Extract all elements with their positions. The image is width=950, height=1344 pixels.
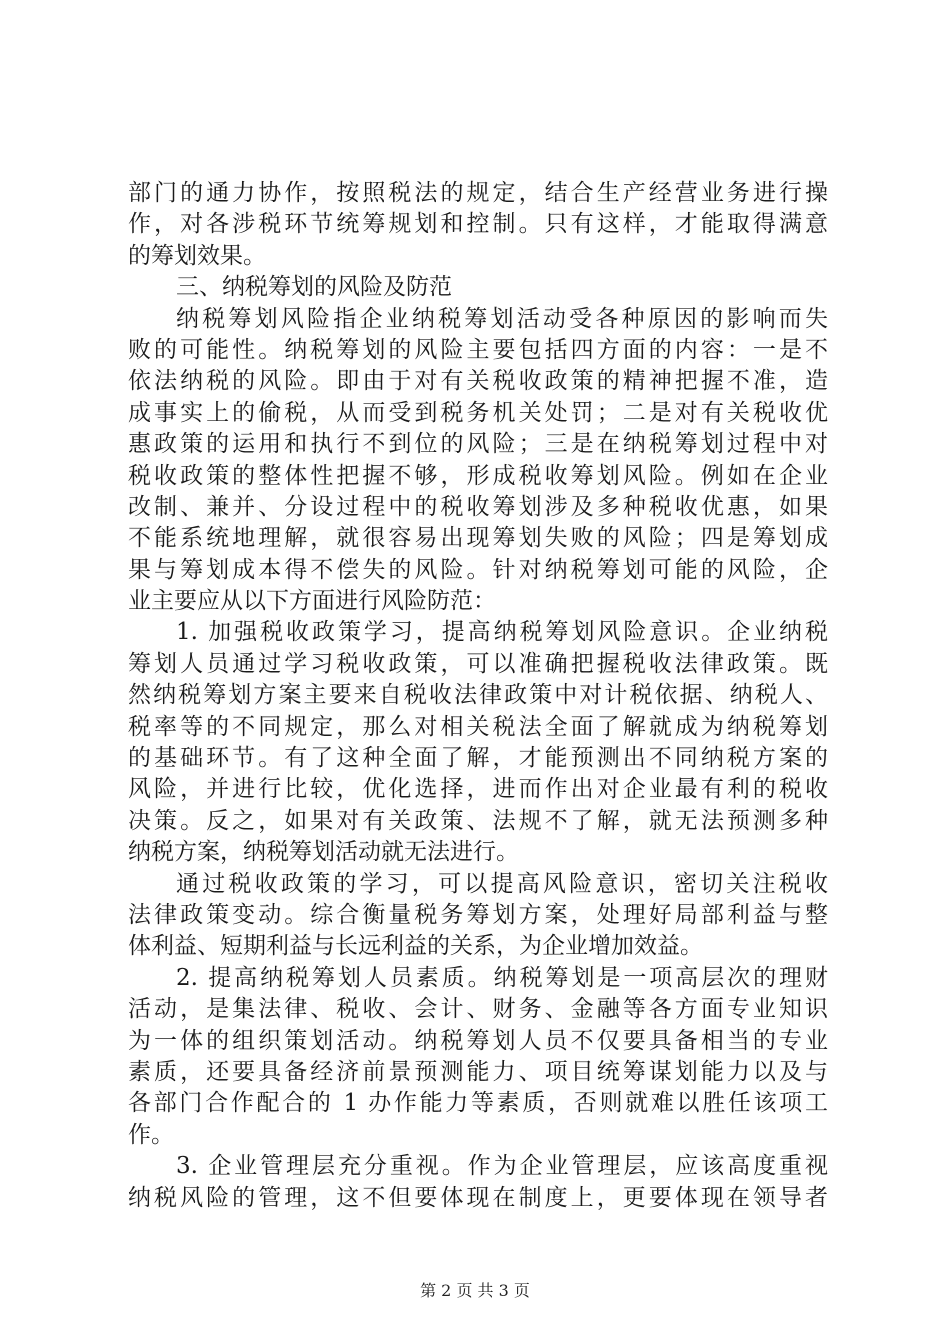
text-line: 业主要应从以下方面进行风险防范： <box>128 588 496 615</box>
text-line: 风险，并进行比较，优化选择，进而作出对企业最有利的税收 <box>128 776 828 803</box>
page-number-footer: 第 2 页 共 3 页 <box>420 1281 530 1300</box>
text-line: 活动，是集法律、税收、会计、财务、金融等各方面专业知识 <box>128 996 828 1023</box>
text-line: 为一体的组织策划活动。纳税筹划人员不仅要具备相当的专业 <box>128 1027 828 1054</box>
section-heading: 三、纳税筹划的风险及防范 <box>176 274 452 301</box>
text-line: 纳税筹划风险指企业纳税筹划活动受各种原因的影响而失 <box>176 305 828 332</box>
text-line: 不能系统地理解，就很容易出现筹划失败的风险；四是筹划成 <box>128 525 828 552</box>
text-line: 纳税风险的管理，这不但要体现在制度上，更要体现在领导者 <box>128 1184 828 1211</box>
text-line: 税率等的不同规定，那么对相关税法全面了解就成为纳税筹划 <box>128 713 828 740</box>
text-line: 果与筹划成本得不偿失的风险。针对纳税筹划可能的风险，企 <box>128 556 828 583</box>
text-line: 决策。反之，如果对有关政策、法规不了解，就无法预测多种 <box>128 807 828 834</box>
text-line: 的基础环节。有了这种全面了解，才能预测出不同纳税方案的 <box>128 745 828 772</box>
text-line: 作。 <box>128 1121 174 1148</box>
text-line: 通过税收政策的学习，可以提高风险意识，密切关注税收 <box>176 870 828 897</box>
text-line: 素质，还要具备经济前景预测能力、项目统筹谋划能力以及与 <box>128 1058 828 1085</box>
text-line: 体利益、短期利益与长远利益的关系，为企业增加效益。 <box>128 933 703 960</box>
text-line: 改制、兼并、分设过程中的税收筹划涉及多种税收优惠，如果 <box>128 493 828 520</box>
text-line: 的筹划效果。 <box>128 242 266 269</box>
text-line: 3. 企业管理层充分重视。作为企业管理层，应该高度重视 <box>176 1153 828 1180</box>
text-line: 成事实上的偷税，从而受到税务机关处罚；二是对有关税收优 <box>128 399 828 426</box>
text-line: 1. 加强税收政策学习，提高纳税筹划风险意识。企业纳税 <box>176 619 828 646</box>
body-text <box>128 178 828 1214</box>
text-line: 纳税方案，纳税筹划活动就无法进行。 <box>128 839 519 866</box>
text-line: 依法纳税的风险。即由于对有关税收政策的精神把握不准，造 <box>128 368 828 395</box>
text-line: 惠政策的运用和执行不到位的风险；三是在纳税筹划过程中对 <box>128 431 828 458</box>
text-line: 税收政策的整体性把握不够，形成税收筹划风险。例如在企业 <box>128 462 828 489</box>
text-line: 部门的通力协作，按照税法的规定，结合生产经营业务进行操 <box>128 180 828 206</box>
text-line: 2. 提高纳税筹划人员素质。纳税筹划是一项高层次的理财 <box>176 964 828 991</box>
text-line: 败的可能性。纳税筹划的风险主要包括四方面的内容：一是不 <box>128 336 828 363</box>
text-line: 作，对各涉税环节统筹规划和控制。只有这样，才能取得满意 <box>128 211 828 238</box>
text-line: 法律政策变动。综合衡量税务筹划方案，处理好局部利益与整 <box>128 901 828 928</box>
text-line: 筹划人员通过学习税收政策，可以准确把握税收法律政策。既 <box>128 650 828 677</box>
text-line: 各部门合作配合的 1 办作能力等素质，否则就难以胜任该项工 <box>128 1090 828 1117</box>
text-line: 然纳税筹划方案主要来自税收法律政策中对计税依据、纳税人、 <box>128 682 828 709</box>
